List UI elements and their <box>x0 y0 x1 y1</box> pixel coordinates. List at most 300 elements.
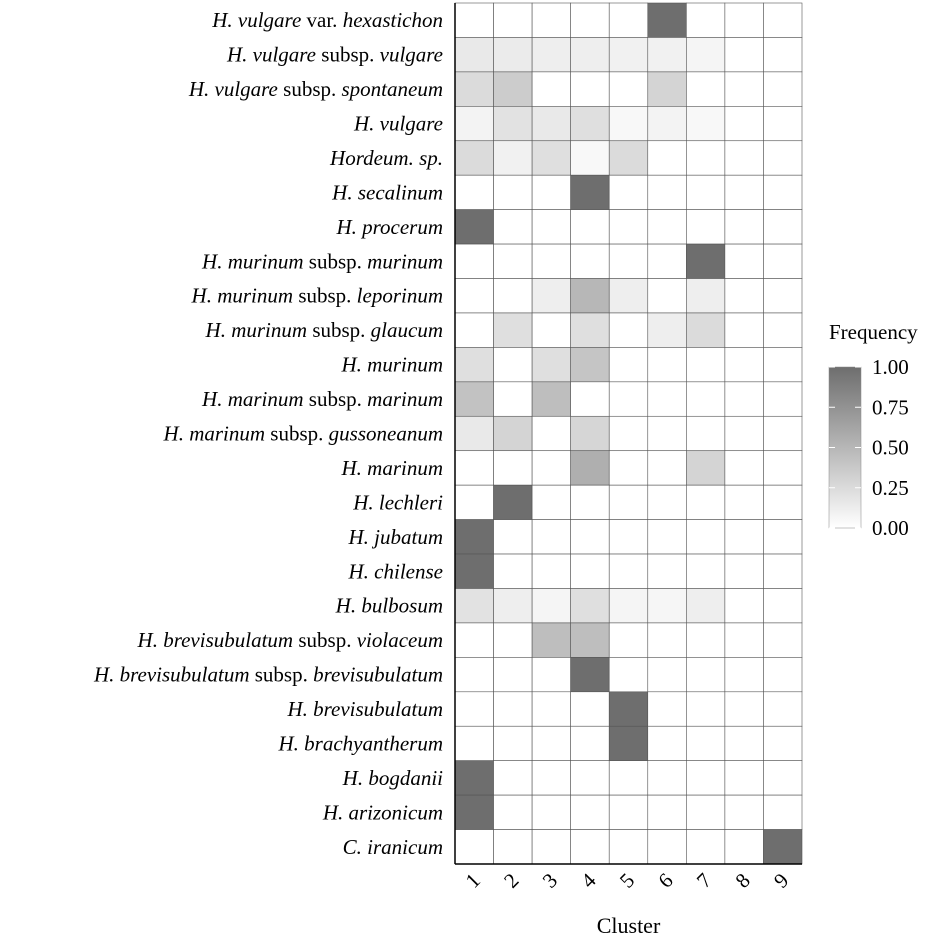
heatmap-cell <box>648 175 687 209</box>
row-label-part: H. brachyantherum <box>278 731 443 756</box>
heatmap-cell <box>725 588 764 622</box>
heatmap-cell <box>455 692 494 726</box>
heatmap-cell <box>532 795 571 829</box>
heatmap-cell <box>609 175 648 209</box>
heatmap-cell <box>571 623 610 657</box>
heatmap-cell <box>763 554 802 588</box>
heatmap-cell <box>763 692 802 726</box>
row-label-part: H. vulgare <box>353 111 443 136</box>
heatmap-cell <box>763 795 802 829</box>
heatmap-cell <box>648 106 687 140</box>
heatmap-cell <box>686 313 725 347</box>
heatmap-cell <box>455 72 494 106</box>
heatmap-cell <box>725 520 764 554</box>
legend-tick-label: 0.50 <box>872 435 909 460</box>
heatmap-cell <box>648 279 687 313</box>
heatmap-cell <box>455 761 494 795</box>
heatmap-cell <box>725 347 764 381</box>
legend-title: Frequency <box>829 320 918 344</box>
heatmap-cell <box>648 244 687 278</box>
row-label <box>226 43 443 67</box>
heatmap-cell <box>686 485 725 519</box>
heatmap-cell <box>494 279 533 313</box>
heatmap-cell <box>686 554 725 588</box>
row-label-part: subsp. <box>303 249 368 274</box>
heatmap-cell <box>725 37 764 71</box>
heatmap-cell <box>686 244 725 278</box>
heatmap-cell <box>686 347 725 381</box>
heatmap-cell <box>725 657 764 691</box>
heatmap-cell <box>571 657 610 691</box>
heatmap-cell <box>494 313 533 347</box>
heatmap-cell <box>609 141 648 175</box>
heatmap-cell <box>725 313 764 347</box>
heatmap-cell <box>648 795 687 829</box>
heatmap-cell <box>494 210 533 244</box>
heatmap-cell <box>494 244 533 278</box>
row-label-part: H. arizonicum <box>322 800 443 825</box>
heatmap-cell <box>686 106 725 140</box>
heatmap-cell <box>455 520 494 554</box>
row-label <box>353 112 443 136</box>
heatmap-cell <box>763 175 802 209</box>
heatmap-cell <box>532 416 571 450</box>
heatmap-cell <box>686 37 725 71</box>
heatmap-cell <box>532 554 571 588</box>
row-label <box>188 77 443 101</box>
heatmap-cell <box>763 244 802 278</box>
heatmap-cell <box>763 726 802 760</box>
column-label: 7 <box>691 868 717 893</box>
heatmap-cell <box>648 210 687 244</box>
heatmap-cell <box>763 416 802 450</box>
heatmap-cell <box>571 313 610 347</box>
row-label <box>352 490 443 514</box>
heatmap-cell <box>532 588 571 622</box>
row-label <box>163 422 443 446</box>
row-label-part: H. murinum <box>191 283 294 308</box>
heatmap-cell <box>455 347 494 381</box>
heatmap-cell <box>494 347 533 381</box>
heatmap-cell <box>725 72 764 106</box>
heatmap-cell <box>494 382 533 416</box>
heatmap-cell <box>648 141 687 175</box>
heatmap-cell <box>532 347 571 381</box>
heatmap-cell <box>686 210 725 244</box>
column-labels <box>461 868 794 893</box>
heatmap-cell <box>686 141 725 175</box>
heatmap-cell <box>532 520 571 554</box>
heatmap-cell <box>532 3 571 37</box>
heatmap-cell <box>494 106 533 140</box>
heatmap-cell <box>455 554 494 588</box>
heatmap-cell <box>532 72 571 106</box>
heatmap-cell <box>532 313 571 347</box>
heatmap-cell <box>609 37 648 71</box>
row-label-part: H. vulgare <box>188 77 278 102</box>
row-label-part: leporinum <box>356 283 443 308</box>
heatmap-cell <box>455 210 494 244</box>
heatmap-cell <box>686 175 725 209</box>
row-label-part: subsp. <box>303 387 368 412</box>
row-label-part: Hordeum. sp. <box>330 145 443 170</box>
heatmap-cells <box>455 3 802 864</box>
heatmap-cell <box>763 106 802 140</box>
row-label-part: gussoneanum <box>328 421 443 446</box>
heatmap-cell <box>609 313 648 347</box>
row-label-part: subsp. <box>316 42 380 67</box>
heatmap-cell <box>494 485 533 519</box>
heatmap-cell <box>455 623 494 657</box>
heatmap-cell <box>609 72 648 106</box>
heatmap-cell <box>763 830 802 864</box>
row-label-part: marinum <box>367 387 443 412</box>
heatmap-cell <box>609 554 648 588</box>
heatmap-cell <box>648 3 687 37</box>
heatmap-cell <box>763 588 802 622</box>
heatmap-cell <box>532 244 571 278</box>
heatmap-cell <box>532 451 571 485</box>
row-label-part: H. vulgare <box>226 42 317 67</box>
row-label-part: murinum <box>367 249 443 274</box>
row-label <box>340 353 443 377</box>
row-label-part: H. lechleri <box>353 490 443 515</box>
row-label <box>278 731 443 755</box>
heatmap-cell <box>763 382 802 416</box>
heatmap-cell <box>455 451 494 485</box>
heatmap-cell <box>648 554 687 588</box>
heatmap-cell <box>725 3 764 37</box>
legend-tick-label: 0.25 <box>872 475 909 500</box>
heatmap-cell <box>494 657 533 691</box>
heatmap-cell <box>609 726 648 760</box>
row-label-part: violaceum <box>356 628 443 653</box>
heatmap-cell <box>763 761 802 795</box>
row-label-part: H. vulgare <box>212 8 302 33</box>
row-label-part: hexastichon <box>342 8 443 33</box>
row-label-part: vulgare <box>379 42 443 67</box>
heatmap-cell <box>455 37 494 71</box>
heatmap-cell <box>571 451 610 485</box>
row-label <box>340 456 443 480</box>
heatmap-cell <box>763 279 802 313</box>
heatmap-cell <box>648 657 687 691</box>
column-label: 2 <box>499 868 524 893</box>
row-label-part: subsp. <box>265 421 329 446</box>
heatmap-cell <box>686 279 725 313</box>
row-label-part: subsp. <box>293 628 357 653</box>
row-label-part: subsp. <box>307 318 371 343</box>
row-label-part: H. procerum <box>336 214 443 239</box>
heatmap-cell <box>648 588 687 622</box>
heatmap-cell <box>763 313 802 347</box>
heatmap-cell <box>609 761 648 795</box>
heatmap-cell <box>725 830 764 864</box>
heatmap-cell <box>609 830 648 864</box>
row-label <box>322 800 443 824</box>
heatmap-cell <box>494 623 533 657</box>
heatmap-cell <box>532 485 571 519</box>
row-label-part: H. marinum <box>341 455 443 480</box>
heatmap-cell <box>609 279 648 313</box>
row-label-part: H. murinum <box>205 318 308 343</box>
heatmap-cell <box>686 795 725 829</box>
heatmap-cell <box>648 416 687 450</box>
heatmap-cell <box>686 520 725 554</box>
heatmap-cell <box>532 175 571 209</box>
heatmap-cell <box>648 485 687 519</box>
legend-tick-label: 0.75 <box>872 395 909 420</box>
heatmap-cell <box>455 657 494 691</box>
heatmap-cell <box>609 623 648 657</box>
heatmap-cell <box>455 313 494 347</box>
heatmap-cell <box>571 485 610 519</box>
column-label: 3 <box>537 868 563 893</box>
heatmap-cell <box>648 520 687 554</box>
row-label-part: spontaneum <box>341 77 443 102</box>
heatmap-cell <box>725 692 764 726</box>
heatmap-cell <box>763 37 802 71</box>
heatmap-cell <box>763 520 802 554</box>
heatmap-cell <box>494 795 533 829</box>
row-label-part: glaucum <box>370 318 443 343</box>
column-label: 8 <box>730 868 755 893</box>
legend-tick-label: 0.00 <box>872 516 909 540</box>
heatmap-cell <box>763 451 802 485</box>
heatmap-cell <box>686 657 725 691</box>
row-label-part: H. bulbosum <box>335 593 443 618</box>
row-label-part: H. bogdanii <box>342 765 443 790</box>
heatmap-cell <box>571 726 610 760</box>
heatmap-cell <box>571 795 610 829</box>
heatmap-cell <box>532 726 571 760</box>
heatmap-cell <box>571 141 610 175</box>
heatmap-cell <box>648 37 687 71</box>
heatmap-cell <box>609 795 648 829</box>
heatmap-cell <box>609 210 648 244</box>
heatmap-cell <box>532 761 571 795</box>
heatmap-cell <box>571 382 610 416</box>
row-label-part: H. secalinum <box>332 180 443 205</box>
heatmap-cell <box>725 416 764 450</box>
heatmap-cell <box>532 657 571 691</box>
heatmap-cell <box>494 451 533 485</box>
heatmap-cell <box>648 451 687 485</box>
heatmap-cell <box>648 692 687 726</box>
heatmap-cell <box>609 416 648 450</box>
heatmap-cell <box>725 175 764 209</box>
heatmap-cell <box>455 244 494 278</box>
heatmap-cell <box>609 520 648 554</box>
heatmap-cell <box>494 416 533 450</box>
heatmap-cell <box>686 761 725 795</box>
column-label: 5 <box>614 868 640 893</box>
row-label-part: subsp. <box>277 77 342 102</box>
heatmap-cell <box>494 588 533 622</box>
heatmap-cell <box>532 279 571 313</box>
heatmap-cell <box>648 830 687 864</box>
heatmap-cell <box>571 3 610 37</box>
heatmap-cell <box>648 313 687 347</box>
row-label-part: H. marinum <box>202 387 304 412</box>
heatmap-cell <box>763 210 802 244</box>
row-label-part: var. <box>301 8 343 33</box>
heatmap-cell <box>763 141 802 175</box>
heatmap-cell <box>609 485 648 519</box>
row-label <box>93 663 443 687</box>
heatmap-cell <box>648 382 687 416</box>
column-label: 1 <box>460 868 485 893</box>
heatmap-cell <box>571 37 610 71</box>
heatmap-cell <box>571 244 610 278</box>
heatmap-cell <box>571 416 610 450</box>
heatmap-cell <box>609 692 648 726</box>
row-label-part: C. iranicum <box>342 834 443 859</box>
heatmap-cell <box>571 279 610 313</box>
heatmap-cell <box>763 72 802 106</box>
heatmap-cell <box>571 347 610 381</box>
row-label-part: H. murinum <box>202 249 304 274</box>
heatmap-cell <box>648 72 687 106</box>
heatmap-cell <box>725 726 764 760</box>
heatmap-cell <box>494 554 533 588</box>
column-label: 9 <box>768 868 794 893</box>
row-label-part: H. brevisubulatum <box>93 662 250 687</box>
heatmap-cell <box>494 520 533 554</box>
heatmap-cell <box>494 830 533 864</box>
row-label <box>205 318 443 342</box>
heatmap-cell <box>609 347 648 381</box>
row-label <box>343 835 443 859</box>
row-label-part: H. brevisubulatum <box>287 697 443 722</box>
row-label <box>137 628 443 652</box>
column-label: 6 <box>653 868 678 893</box>
heatmap-cell <box>763 485 802 519</box>
heatmap-cell <box>763 3 802 37</box>
row-label-part: H. jubatum <box>348 524 443 549</box>
heatmap-cell <box>725 623 764 657</box>
heatmap-cell <box>725 210 764 244</box>
heatmap-cell <box>532 106 571 140</box>
heatmap-cell <box>609 657 648 691</box>
heatmap-cell <box>455 588 494 622</box>
heatmap-cell <box>571 106 610 140</box>
heatmap-cell <box>571 761 610 795</box>
heatmap-cell <box>763 657 802 691</box>
heatmap-cell <box>725 795 764 829</box>
heatmap-cell <box>609 106 648 140</box>
heatmap-cell <box>686 416 725 450</box>
heatmap-cell <box>532 210 571 244</box>
heatmap-cell <box>571 72 610 106</box>
heatmap-cell <box>455 106 494 140</box>
heatmap-cell <box>494 175 533 209</box>
heatmap-cell <box>571 210 610 244</box>
heatmap-cell <box>609 451 648 485</box>
heatmap-cell <box>455 416 494 450</box>
row-label-part: H. marinum <box>163 421 266 446</box>
heatmap-cell <box>725 141 764 175</box>
heatmap-cell <box>455 726 494 760</box>
heatmap-cell <box>455 830 494 864</box>
legend <box>829 320 918 540</box>
heatmap-cell <box>609 3 648 37</box>
row-label-part: brevisubulatum <box>313 662 443 687</box>
heatmap-cell <box>532 623 571 657</box>
row-label <box>191 284 443 308</box>
heatmap-cell <box>763 623 802 657</box>
row-label <box>211 8 443 32</box>
heatmap-cell <box>532 382 571 416</box>
heatmap-cell <box>532 37 571 71</box>
heatmap-cell <box>571 588 610 622</box>
heatmap-cell <box>494 761 533 795</box>
heatmap-cell <box>686 726 725 760</box>
x-axis-title: Cluster <box>596 913 661 938</box>
heatmap-cell <box>494 692 533 726</box>
heatmap-cell <box>725 279 764 313</box>
heatmap-cell <box>686 692 725 726</box>
heatmap-cell <box>609 382 648 416</box>
heatmap-cell <box>571 175 610 209</box>
row-label-part: subsp. <box>293 283 357 308</box>
heatmap-cell <box>648 347 687 381</box>
heatmap-cell <box>725 554 764 588</box>
legend-tick-label: 1.00 <box>872 355 909 379</box>
heatmap-cell <box>686 3 725 37</box>
row-label <box>348 559 443 583</box>
row-label <box>201 387 443 411</box>
row-label <box>335 215 443 239</box>
heatmap-cell <box>686 623 725 657</box>
heatmap-cell <box>686 382 725 416</box>
heatmap-cell <box>494 726 533 760</box>
row-label <box>201 249 443 273</box>
heatmap-cell <box>725 244 764 278</box>
heatmap-cell <box>455 141 494 175</box>
row-label <box>286 697 443 721</box>
heatmap-cell <box>571 692 610 726</box>
heatmap-cell <box>494 141 533 175</box>
row-label <box>348 525 444 549</box>
heatmap-cell <box>725 382 764 416</box>
heatmap-cell <box>609 588 648 622</box>
heatmap-cell <box>725 485 764 519</box>
heatmap-cell <box>455 795 494 829</box>
heatmap-cell <box>686 72 725 106</box>
heatmap-cell <box>763 347 802 381</box>
heatmap-cell <box>455 382 494 416</box>
heatmap-cell <box>455 3 494 37</box>
heatmap-cell <box>571 520 610 554</box>
heatmap-cell <box>494 72 533 106</box>
heatmap-cell <box>648 623 687 657</box>
row-label-part: H. chilense <box>348 559 443 584</box>
heatmap-cell <box>494 37 533 71</box>
heatmap-cell <box>571 830 610 864</box>
heatmap-cell <box>686 451 725 485</box>
heatmap-cell <box>494 3 533 37</box>
heatmap-cell <box>532 830 571 864</box>
heatmap-cell <box>609 244 648 278</box>
row-label-part: H. brevisubulatum <box>137 628 294 653</box>
row-label-part: subsp. <box>249 662 314 687</box>
row-label <box>329 146 443 170</box>
heatmap-cell <box>455 175 494 209</box>
heatmap-cell <box>532 141 571 175</box>
heatmap-cell <box>455 485 494 519</box>
heatmap-cell <box>532 692 571 726</box>
